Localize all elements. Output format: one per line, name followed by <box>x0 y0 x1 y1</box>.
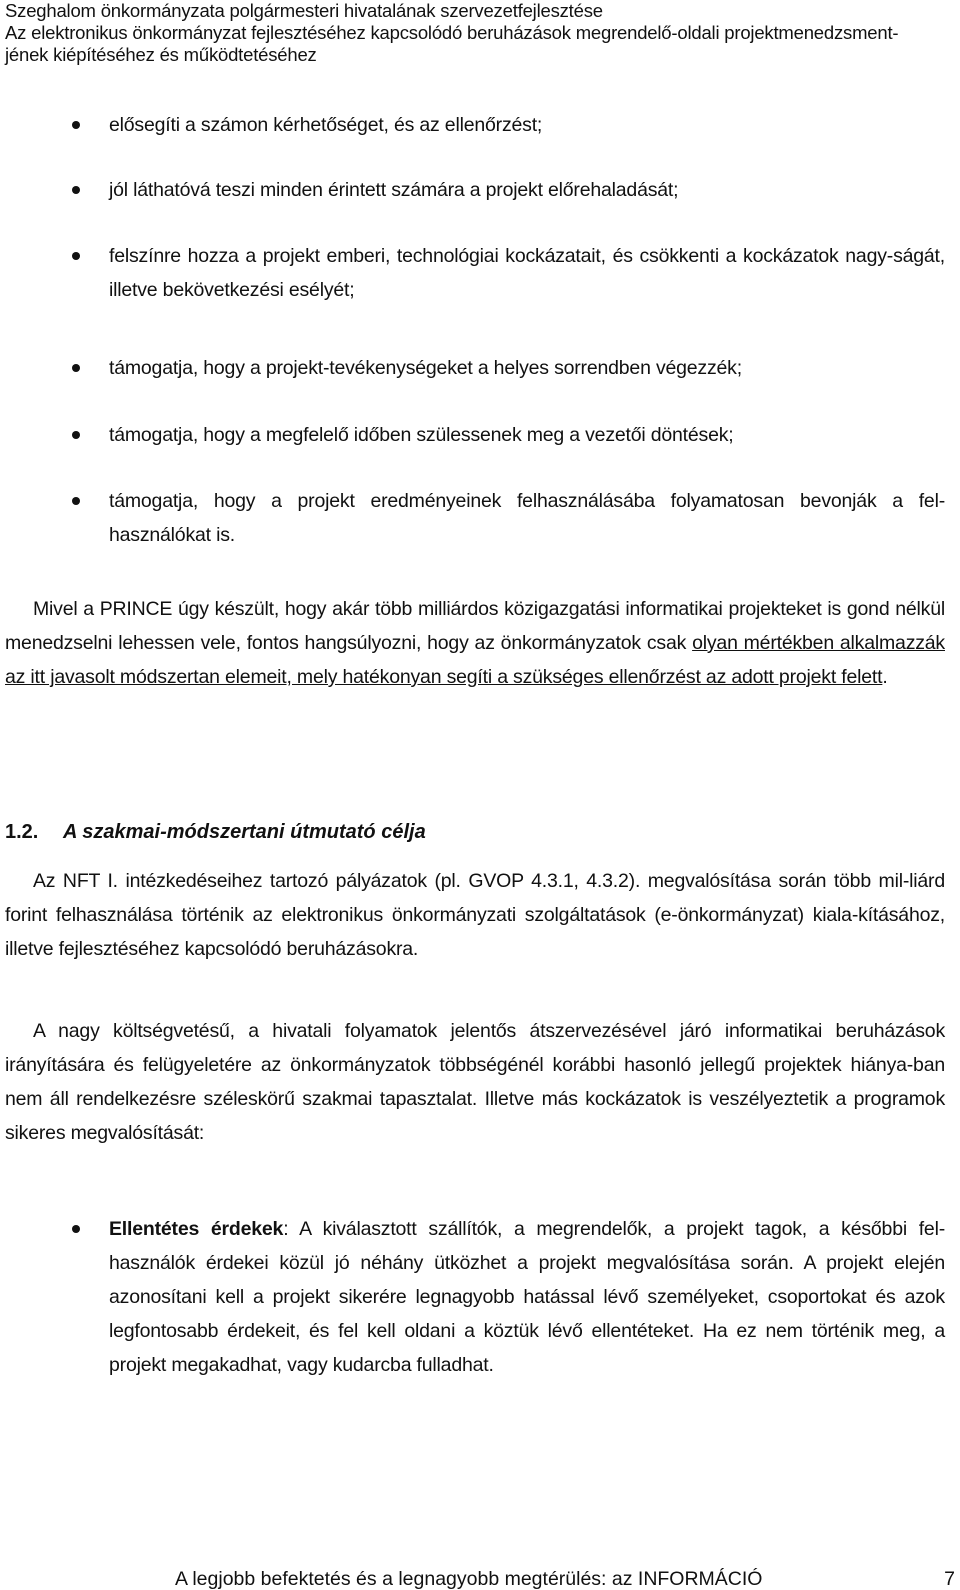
paragraph-prince-end: . <box>882 666 888 688</box>
bullet-item: támogatja, hogy a projekt eredményeinek felhasználásába folyamatosan bevonják a fel-használókat is. <box>109 484 945 552</box>
paragraph-budget <box>5 1014 945 1150</box>
bullet-term: Ellentétes érdekek <box>109 1218 284 1240</box>
paragraph-prince-text: Mivel a PRINCE úgy készült, hogy akár több milliárdos közigazgatási informatikai projekteket is gond nélkül menedzselni lehessen vele, fontos hangsúlyozni, hogy az önkormányzatok csak <box>5 598 945 654</box>
section-title: A szakmai-módszertani útmutató célja <box>63 821 426 843</box>
header-line-3: jének kiépítéséhez és működtetéséhez <box>5 44 317 65</box>
paragraph-nft-text: Az NFT I. intézkedéseihez tartozó pályázatok (pl. GVOP 4.3.1, 4.3.2). megvalósítása során több mil-liárd forint felhasználása történik az elektronikus önkormányzati szolgáltatások (e-önkormányzat) kiala-kításához, illetve fejlesztéséhez kapcsolódó beruházásokra. <box>5 870 945 960</box>
section-heading <box>5 818 426 846</box>
paragraph-budget-text: A nagy költségvetésű, a hivatali folyamatok jelentős átszervezésével járó informatikai beruházások irányítására és felügyeletére az önkormányzatok többségénél korábbi hasonló jellegű projektek hiánya-ban nem áll rendelkezésre széleskörű szakmai tapasztalat. Illetve más kockázatok is veszélyeztetik a programok sikeres megvalósítását: <box>5 1020 945 1144</box>
bullet-item-conflicting-interests <box>109 1212 945 1382</box>
bullet-item: támogatja, hogy a projekt-tevékenységeket a helyes sorrendben végezzék; <box>109 351 945 385</box>
page-number: 7 <box>944 1568 955 1590</box>
footer-text: A legjobb befektetés és a legnagyobb megtérülés: az INFORMÁCIÓ <box>175 1568 763 1590</box>
bullet-item: felszínre hozza a projekt emberi, technológiai kockázatait, és csökkenti a kockázatok nagy-ságát, illetve bekövetkezési esélyét; <box>109 239 945 307</box>
bullet-item: támogatja, hogy a megfelelő időben szülessenek meg a vezetői döntések; <box>109 418 945 452</box>
page-header <box>5 0 955 66</box>
paragraph-prince <box>5 592 945 694</box>
page-footer <box>175 1568 960 1590</box>
bullet-text: : A kiválasztott szállítók, a megrendelők, a projekt tagok, a későbbi fel-használók érdekei közül jó néhány ütközhet a projekt megvalósítása során. A projekt elején azonosítani kell a projekt sikerére legnagyobb hatással lévő személyeket, csoportokat és azok legfontosabb érdekeit, és fel kell oldani a köztük lévő ellentéteket. Ha ez nem történik meg, a projekt megakadhat, vagy kudarcba fulladhat. <box>109 1218 946 1376</box>
bullet-item: jól láthatóvá teszi minden érintett számára a projekt előrehaladását; <box>109 173 945 207</box>
bullet-item: elősegíti a számon kérhetőséget, és az ellenőrzést; <box>109 108 945 142</box>
paragraph-nft <box>5 864 945 966</box>
header-line-1: Szeghalom önkormányzata polgármesteri hivatalának szervezetfejlesztése <box>5 0 603 21</box>
section-number: 1.2. <box>5 821 39 843</box>
underlined-emphasis: olyan mértékben alkalmazzák az itt javasolt módszertan elemeit, mely hatékonyan segíti a szükséges ellenőrzést az adott projekt felett <box>5 632 945 688</box>
header-line-2: Az elektronikus önkormányzat fejlesztéséhez kapcsolódó beruházások megrendelő-oldali projektmenedzsment- <box>5 22 899 43</box>
